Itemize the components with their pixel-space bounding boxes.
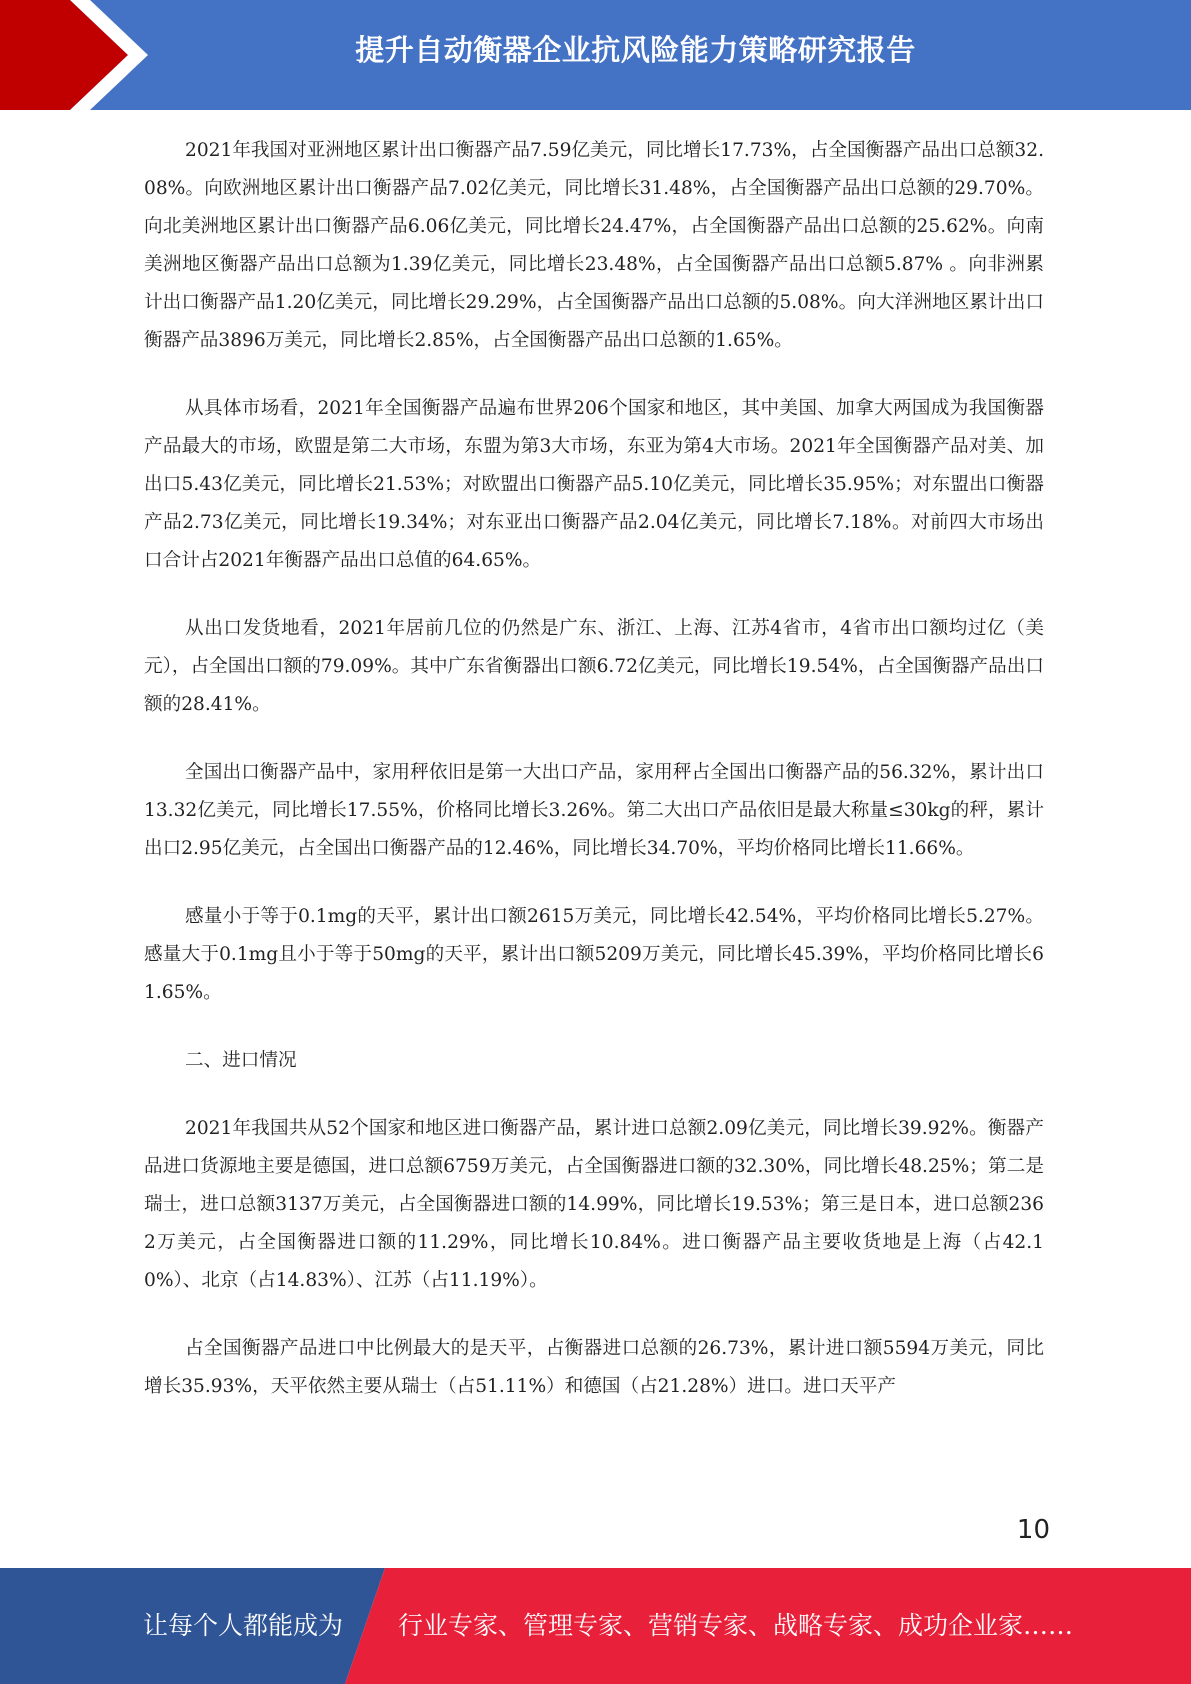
page-footer [0, 1568, 1191, 1684]
header-title: 提升自动衡器企业抗风险能力策略研究报告 [355, 33, 916, 67]
footer-slogan-left: 让每个人都能成为 [143, 1611, 344, 1640]
header-arrow-red [0, 0, 128, 110]
page-number: 10 [1016, 1515, 1050, 1545]
paragraph: 从出口发货地看，2021年居前几位的仍然是广东、浙江、上海、江苏4省市，4省市出口额均过亿（美元），占全国出口额的79.09%。其中广东省衡器出口额6.72亿美元，同比增长19.54%，占全国衡器产品出口额的28.41%。 [144, 618, 1044, 715]
page-header [0, 0, 1191, 110]
paragraph: 感量小于等于0.1mg的天平，累计出口额2615万美元，同比增长42.54%，平均价格同比增长5.27%。感量大于0.1mg且小于等于50mg的天平，累计出口额5209万美元，同比增长45.39%，平均价格同比增长61.65%。 [144, 906, 1044, 1003]
paragraph: 2021年我国共从52个国家和地区进口衡器产品，累计进口总额2.09亿美元，同比增长39.92%。衡器产品进口货源地主要是德国，进口总额6759万美元，占全国衡器进口额的32.30%，同比增长48.25%；第二是瑞士，进口总额3137万美元，占全国衡器进口额的14.99%，同比增长19.53%；第三是日本，进口总额2362万美元，占全国衡器进口额的11.29%，同比增长10.84%。进口衡器产品主要收货地是上海（占42.10%）、北京（占14.83%）、江苏（占11.19%）。 [144, 1118, 1044, 1291]
document-body [144, 132, 1044, 1436]
paragraph: 从具体市场看，2021年全国衡器产品遍布世界206个国家和地区，其中美国、加拿大两国成为我国衡器产品最大的市场，欧盟是第二大市场，东盟为第3大市场，东亚为第4大市场。2021年全国衡器产品对美、加出口5.43亿美元，同比增长21.53%；对欧盟出口衡器产品5.10亿美元，同比增长35.95%；对东盟出口衡器产品2.73亿美元，同比增长19.34%；对东亚出口衡器产品2.04亿美元，同比增长7.18%。对前四大市场出口合计占2021年衡器产品出口总值的64.65%。 [144, 398, 1044, 571]
paragraph: 占全国衡器产品进口中比例最大的是天平，占衡器进口总额的26.73%，累计进口额5594万美元，同比增长35.93%，天平依然主要从瑞士（占51.11%）和德国（占21.28%）进口。进口天平产 [144, 1338, 1044, 1397]
paragraph: 全国出口衡器产品中，家用秤依旧是第一大出口产品，家用秤占全国出口衡器产品的56.32%，累计出口13.32亿美元，同比增长17.55%，价格同比增长3.26%。第二大出口产品依旧是最大称量≤30kg的秤，累计出口2.95亿美元，占全国出口衡器产品的12.46%，同比增长34.70%，平均价格同比增长11.66%。 [144, 762, 1044, 859]
paragraph: 2021年我国对亚洲地区累计出口衡器产品7.59亿美元，同比增长17.73%，占全国衡器产品出口总额32.08%。向欧洲地区累计出口衡器产品7.02亿美元，同比增长31.48%，占全国衡器产品出口总额的29.70%。向北美洲地区累计出口衡器产品6.06亿美元，同比增长24.47%，占全国衡器产品出口总额的25.62%。向南美洲地区衡器产品出口总额为1.39亿美元，同比增长23.48%，占全国衡器产品出口总额5.87% 。向非洲累计出口衡器产品1.20亿美元，同比增长29.29%，占全国衡器产品出口总额的5.08%。向大洋洲地区累计出口衡器产品3896万美元，同比增长2.85%，占全国衡器产品出口总额的1.65%。 [144, 140, 1044, 351]
footer-slogan-right: 行业专家、管理专家、营销专家、战略专家、成功企业家…… [398, 1611, 1074, 1640]
section-heading: 二、进口情况 [185, 1050, 297, 1071]
